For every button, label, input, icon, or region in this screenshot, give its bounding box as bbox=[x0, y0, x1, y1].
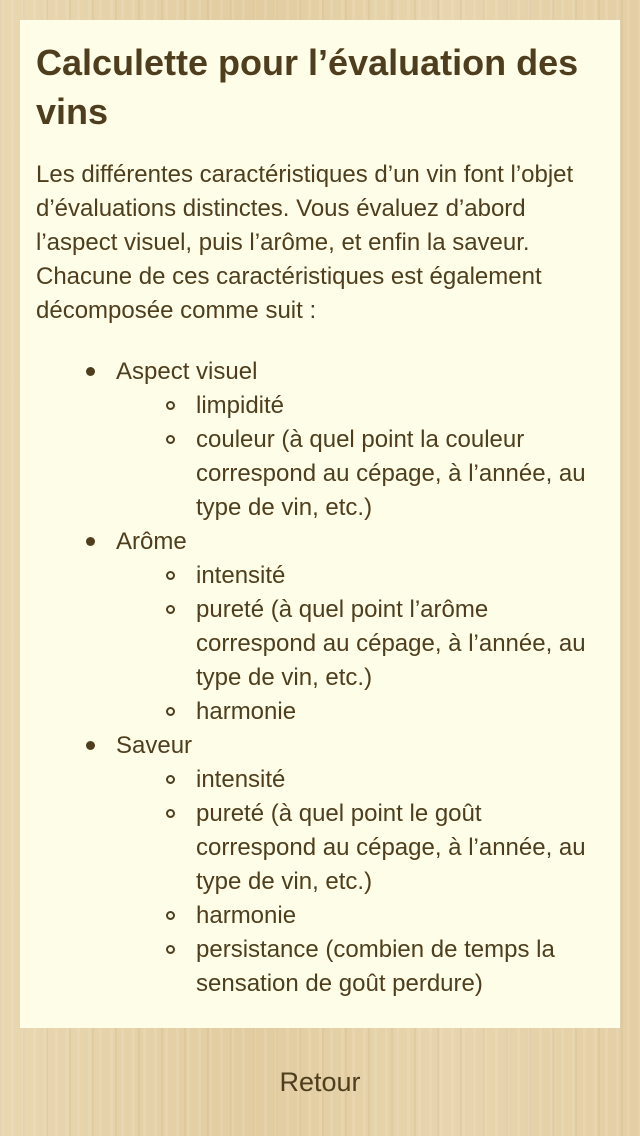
circle-bullet-icon bbox=[166, 571, 175, 580]
criteria-section-visual bbox=[116, 355, 604, 525]
list-item-text: intensité bbox=[196, 562, 286, 589]
list-item-text: harmonie bbox=[196, 902, 297, 929]
page-title: Calculette pour l’évaluation des vins bbox=[36, 42, 579, 132]
bullet-icon bbox=[86, 537, 95, 546]
circle-bullet-icon bbox=[166, 775, 175, 784]
section-label: Aspect visuel bbox=[116, 358, 258, 385]
list-item bbox=[196, 695, 604, 729]
list-item-text: couleur (à quel point la couleur correspond au cépage, à l’année, au type de vin, etc.) bbox=[196, 426, 586, 521]
circle-bullet-icon bbox=[166, 809, 175, 818]
list-item bbox=[196, 933, 604, 1001]
list-item bbox=[196, 389, 604, 423]
criteria-section-aroma bbox=[116, 525, 604, 729]
criteria-list bbox=[36, 355, 604, 1001]
list-item bbox=[196, 559, 604, 593]
criteria-section-taste bbox=[116, 729, 604, 1001]
section-label: Saveur bbox=[116, 732, 193, 759]
list-item-text: pureté (à quel point l’arôme correspond au cépage, à l’année, au type de vin, etc.) bbox=[196, 596, 586, 691]
circle-bullet-icon bbox=[166, 911, 175, 920]
circle-bullet-icon bbox=[166, 435, 175, 444]
content-card bbox=[20, 20, 620, 1028]
list-item-text: persistance (combien de temps la sensation de goût perdure) bbox=[196, 936, 555, 997]
circle-bullet-icon bbox=[166, 707, 175, 716]
list-item bbox=[196, 423, 604, 525]
sub-criteria-list bbox=[116, 389, 604, 525]
circle-bullet-icon bbox=[166, 945, 175, 954]
list-item bbox=[196, 763, 604, 797]
list-item-text: harmonie bbox=[196, 698, 297, 725]
list-item bbox=[196, 797, 604, 899]
section-label: Arôme bbox=[116, 528, 187, 555]
list-item bbox=[196, 593, 604, 695]
list-item-text: intensité bbox=[196, 766, 286, 793]
bullet-icon bbox=[86, 741, 95, 750]
back-button[interactable]: Retour bbox=[279, 1067, 361, 1097]
list-item bbox=[196, 899, 604, 933]
list-item-text: limpidité bbox=[196, 392, 285, 419]
bullet-icon bbox=[86, 367, 95, 376]
sub-criteria-list bbox=[116, 763, 604, 1001]
list-item-text: pureté (à quel point le goût correspond au cépage, à l’année, au type de vin, etc.) bbox=[196, 800, 586, 895]
sub-criteria-list bbox=[116, 559, 604, 729]
intro-paragraph: Les différentes caractéristiques d’un vin font l’objet d’évaluations distinctes. Vous évaluez d’abord l’aspect visuel, puis l’arôme, et enfin la saveur. Chacune de ces caractéristiques est également décomposée comme suit : bbox=[36, 161, 574, 324]
circle-bullet-icon bbox=[166, 401, 175, 410]
circle-bullet-icon bbox=[166, 605, 175, 614]
